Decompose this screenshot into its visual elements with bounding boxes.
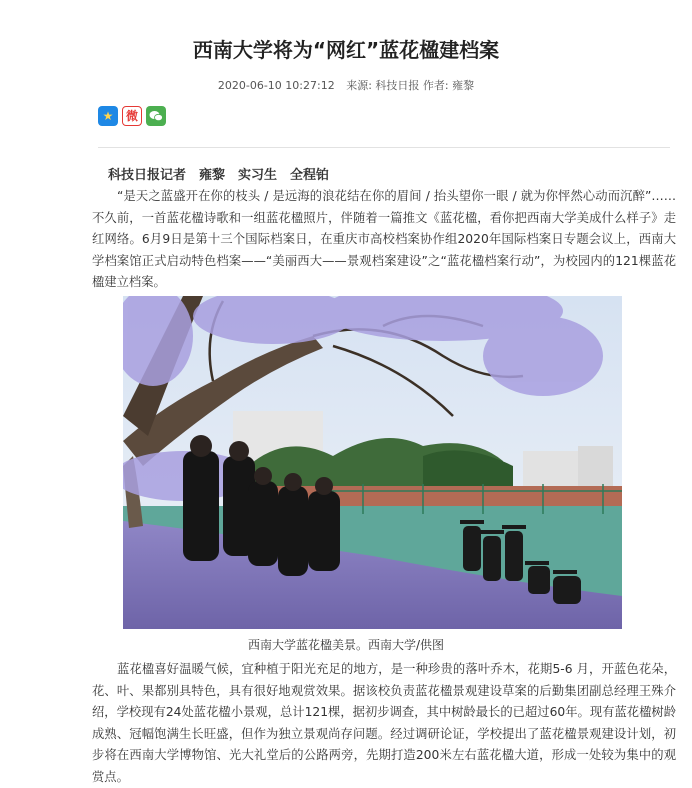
article-meta [0, 77, 692, 93]
share-bar [98, 106, 166, 126]
header-divider [98, 147, 670, 148]
favorite-star-icon[interactable]: ★ [98, 106, 118, 126]
article-source: 来源: 科技日报 作者: 雍黎 [346, 79, 475, 92]
article-photo [123, 296, 622, 629]
article-title: 西南大学将为“网红”蓝花楹建档案 [192, 38, 500, 62]
photo-caption: 西南大学蓝花楹美景。西南大学/供图 [247, 638, 445, 652]
paragraph-1: “是天之蓝盛开在你的枝头 / 是远海的浪花结在你的眉间 / 抬头望你一眼 / 就为你怦然心动而沉醉”……不久前，一首蓝花楹诗歌和一组蓝花楹照片，伴随着一篇推文《蓝花楹，看你把西南大学美成什么样子》走红网络。6月9日是第十三个国际档案日，在重庆市高校档案协作组2020年国际档案日专题会议上，西南大学档案馆正式启动特色档案——“美丽西大——景观档案建设”之“蓝花楹档案行动”，为校园内的121棵蓝花楹建立档案。 [92, 189, 676, 289]
weibo-icon[interactable]: 微 [122, 106, 142, 126]
publish-date: 2020-06-10 10:27:12 [217, 79, 335, 92]
article-byline: 科技日报记者 雍黎 实习生 全程铂 [108, 168, 330, 183]
wechat-icon[interactable] [146, 106, 166, 126]
paragraph-2: 蓝花楹喜好温暖气候，宜种植于阳光充足的地方，是一种珍贵的落叶乔木，花期5-6 月，开蓝色花朵，花、叶、果都别具特色，具有很好地观赏效果。据该校负责蓝花楹景观建设草案的后勤集团副总经理王殊介绍，学校现有24处蓝花楹小景观，总计121棵，据初步调查，其中树龄最长的已超过60年。现有蓝花楹树龄成熟、冠幅饱满生长旺盛，但作为独立景观尚存问题。经过调研论证，学校提出了蓝花楹景观建设计划，初步将在西南大学博物馆、光大礼堂后的公路两旁，先期打造200米左右蓝花楹大道，形成一处较为集中的观赏点。 [92, 662, 676, 784]
